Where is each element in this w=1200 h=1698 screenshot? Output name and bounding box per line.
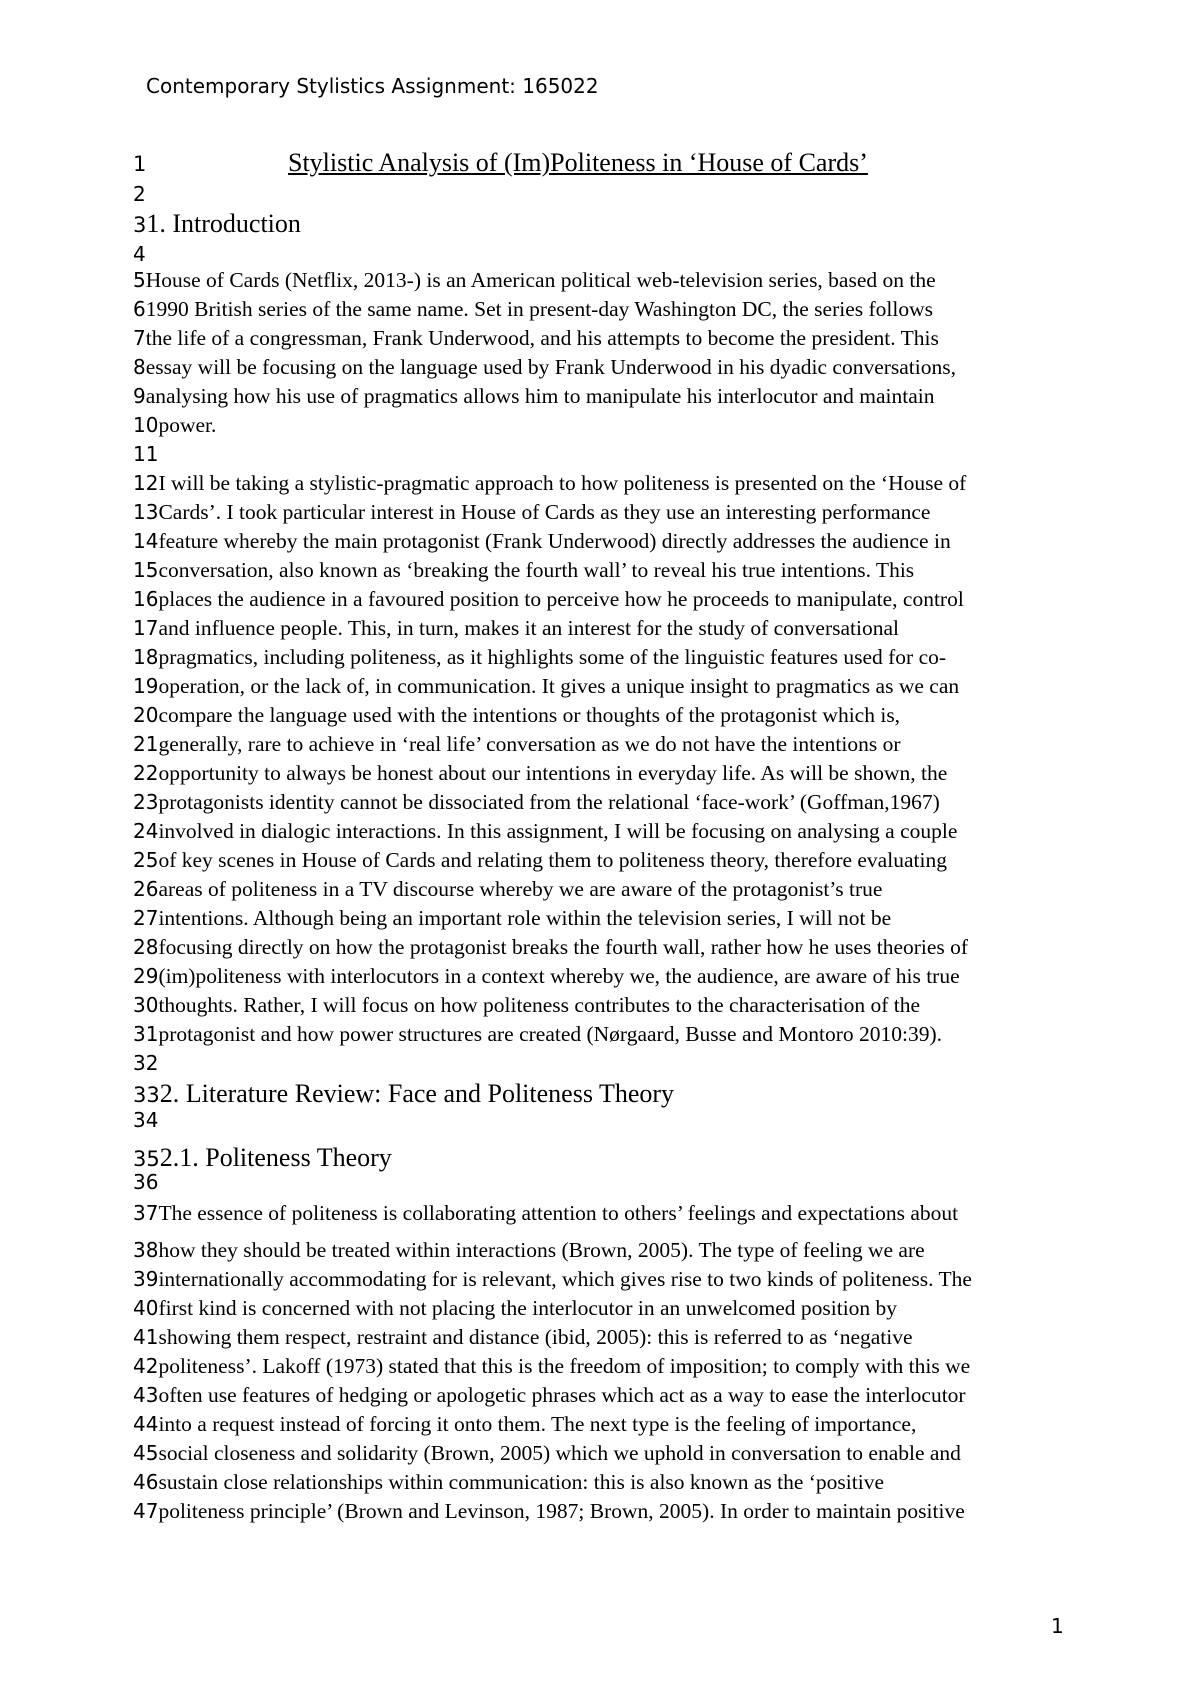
text-line [133, 1106, 1073, 1135]
text-line [133, 991, 1073, 1020]
text-line [133, 730, 1073, 759]
line-number: 6 [133, 297, 146, 321]
line-text: internationally accommodating for is relevant, which gives rise to two kinds of politeness. The [158, 1267, 972, 1291]
page-header: Contemporary Stylistics Assignment: 165022 [146, 74, 599, 98]
text-line [133, 1323, 1073, 1352]
document-title: Stylistic Analysis of (Im)Politeness in ‘House of Cards’ [288, 148, 868, 177]
line-text: protagonist and how power structures are created (Nørgaard, Busse and Montoro 2010:39). [158, 1022, 942, 1046]
line-text: analysing how his use of pragmatics allows him to manipulate his interlocutor and maintain [145, 384, 935, 408]
line-number: 43 [133, 1383, 159, 1407]
line-text: often use features of hedging or apologetic phrases which act as a way to ease the interlocutor [158, 1383, 966, 1407]
line-number: 8 [133, 355, 146, 379]
line-number: 11 [133, 442, 159, 466]
text-line [133, 1265, 1073, 1294]
text-line [133, 1410, 1073, 1439]
page-number: 1 [1051, 1614, 1064, 1638]
text-line [133, 1294, 1073, 1323]
line-text: thoughts. Rather, I will focus on how politeness contributes to the characterisation of the [158, 993, 921, 1017]
line-text: sustain close relationships within communication: this is also known as the ‘positive [158, 1470, 884, 1494]
line-number: 40 [133, 1296, 159, 1320]
text-line [133, 469, 1073, 498]
line-number: 27 [133, 906, 159, 930]
line-number: 45 [133, 1441, 159, 1465]
line-number: 1 [133, 152, 147, 176]
line-number: 7 [133, 326, 146, 350]
text-line [133, 1199, 1073, 1228]
text-line [133, 527, 1073, 556]
line-number: 34 [133, 1108, 159, 1132]
line-text: 2. Literature Review: Face and Politeness Theory [159, 1079, 675, 1108]
line-number: 14 [133, 529, 159, 553]
line-text: 1. Introduction [146, 209, 301, 238]
line-number: 32 [133, 1051, 159, 1075]
text-line [133, 180, 1073, 209]
line-text: opportunity to always be honest about our intentions in everyday life. As will be shown, the [158, 761, 948, 785]
line-number: 22 [133, 761, 159, 785]
text-line [133, 1352, 1073, 1381]
line-number: 12 [133, 471, 159, 495]
line-text: pragmatics, including politeness, as it highlights some of the linguistic features used for co- [158, 645, 947, 669]
line-number: 23 [133, 790, 159, 814]
line-number: 13 [133, 500, 159, 524]
text-line [133, 353, 1073, 382]
line-number: 31 [133, 1022, 159, 1046]
line-text: 1990 British series of the same name. Set in present-day Washington DC, the series follows [145, 297, 933, 321]
line-text: 2.1. Politeness Theory [159, 1143, 392, 1172]
text-line [133, 1168, 1073, 1197]
text-line [133, 701, 1073, 730]
section-heading [133, 207, 1073, 242]
text-line [133, 498, 1073, 527]
line-text: areas of politeness in a TV discourse whereby we are aware of the protagonist’s true [158, 877, 883, 901]
title-row [133, 148, 1060, 180]
line-number: 16 [133, 587, 159, 611]
line-number: 3 [133, 213, 147, 237]
text-line [133, 585, 1073, 614]
text-line [133, 904, 1073, 933]
text-line [133, 672, 1073, 701]
line-number: 47 [133, 1499, 159, 1523]
text-line [133, 643, 1073, 672]
line-number: 9 [133, 384, 146, 408]
line-number: 15 [133, 558, 159, 582]
line-number: 28 [133, 935, 159, 959]
line-text: protagonists identity cannot be dissociated from the relational ‘face-work’ (Goffman,1967) [158, 790, 940, 814]
line-text: compare the language used with the intentions or thoughts of the protagonist which is, [158, 703, 901, 727]
line-number: 37 [133, 1201, 159, 1225]
line-text: politeness principle’ (Brown and Levinson, 1987; Brown, 2005). In order to maintain positive [158, 1499, 965, 1523]
line-text: involved in dialogic interactions. In this assignment, I will be focusing on analysing a couple [158, 819, 958, 843]
text-line [133, 1236, 1073, 1265]
line-text: (im)politeness with interlocutors in a context whereby we, the audience, are aware of his true [158, 964, 960, 988]
line-text: power. [158, 413, 217, 437]
text-line [133, 817, 1073, 846]
text-line [133, 556, 1073, 585]
line-number: 24 [133, 819, 159, 843]
line-text: into a request instead of forcing it onto them. The next type is the feeling of importance, [158, 1412, 917, 1436]
line-number: 19 [133, 674, 159, 698]
line-text: social closeness and solidarity (Brown, 2005) which we uphold in conversation to enable and [158, 1441, 961, 1465]
line-number: 35 [133, 1147, 160, 1171]
line-number: 36 [133, 1170, 159, 1194]
line-text: places the audience in a favoured position to perceive how he proceeds to manipulate, control [158, 587, 964, 611]
line-text: feature whereby the main protagonist (Frank Underwood) directly addresses the audience in [158, 529, 951, 553]
line-number: 17 [133, 616, 159, 640]
line-text: conversation, also known as ‘breaking the fourth wall’ to reveal his true intentions. This [158, 558, 915, 582]
line-number: 25 [133, 848, 159, 872]
text-line [133, 266, 1073, 295]
text-line [133, 440, 1073, 469]
line-text: first kind is concerned with not placing the interlocutor in an unwelcomed position by [158, 1296, 898, 1320]
text-line [133, 846, 1073, 875]
line-number: 33 [133, 1083, 160, 1107]
line-text: intentions. Although being an important role within the television series, I will not be [158, 906, 892, 930]
line-number: 26 [133, 877, 159, 901]
line-text: politeness’. Lakoff (1973) stated that this is the freedom of imposition; to comply with this we [158, 1354, 971, 1378]
text-line [133, 759, 1073, 788]
text-line [133, 240, 1073, 269]
line-text: House of Cards (Netflix, 2013-) is an American political web-television series, based on the [145, 268, 936, 292]
line-text: how they should be treated within interactions (Brown, 2005). The type of feeling we are [158, 1238, 925, 1262]
text-line [133, 1439, 1073, 1468]
text-line [133, 933, 1073, 962]
line-number: 41 [133, 1325, 159, 1349]
text-line [133, 324, 1073, 353]
text-line [133, 1381, 1073, 1410]
line-text: and influence people. This, in turn, makes it an interest for the study of conversational [158, 616, 900, 640]
line-text: I will be taking a stylistic-pragmatic approach to how politeness is presented on the ‘House of [158, 471, 967, 495]
line-text: essay will be focusing on the language used by Frank Underwood in his dyadic conversations, [145, 355, 956, 379]
line-text: Cards’. I took particular interest in House of Cards as they use an interesting performance [158, 500, 931, 524]
text-line [133, 1497, 1073, 1526]
text-line [133, 614, 1073, 643]
line-text: generally, rare to achieve in ‘real life’ conversation as we do not have the intentions or [158, 732, 901, 756]
text-line [133, 295, 1073, 324]
text-line [133, 1020, 1073, 1049]
line-number: 10 [133, 413, 159, 437]
line-text: focusing directly on how the protagonist breaks the fourth wall, rather how he uses theories of [158, 935, 969, 959]
line-number: 46 [133, 1470, 159, 1494]
line-number: 38 [133, 1238, 159, 1262]
line-number: 44 [133, 1412, 159, 1436]
line-number: 29 [133, 964, 159, 988]
line-text: the life of a congressman, Frank Underwood, and his attempts to become the president. This [145, 326, 939, 350]
text-line [133, 788, 1073, 817]
text-line [133, 962, 1073, 991]
text-line [133, 382, 1073, 411]
line-number: 18 [133, 645, 159, 669]
line-number: 4 [133, 242, 146, 266]
line-number: 2 [133, 182, 146, 206]
line-number: 20 [133, 703, 159, 727]
line-number: 5 [133, 268, 146, 292]
text-line [133, 1468, 1073, 1497]
text-line [133, 1049, 1073, 1078]
line-number: 42 [133, 1354, 159, 1378]
line-number: 39 [133, 1267, 159, 1291]
text-line [133, 875, 1073, 904]
line-text: showing them respect, restraint and distance (ibid, 2005): this is referred to as ‘negative [158, 1325, 913, 1349]
text-line [133, 411, 1073, 440]
line-text: The essence of politeness is collaborating attention to others’ feelings and expectations about [158, 1201, 959, 1225]
line-text: of key scenes in House of Cards and relating them to politeness theory, therefore evaluating [158, 848, 947, 872]
line-number: 21 [133, 732, 159, 756]
line-number: 30 [133, 993, 159, 1017]
line-text: operation, or the lack of, in communication. It gives a unique insight to pragmatics as we can [158, 674, 960, 698]
